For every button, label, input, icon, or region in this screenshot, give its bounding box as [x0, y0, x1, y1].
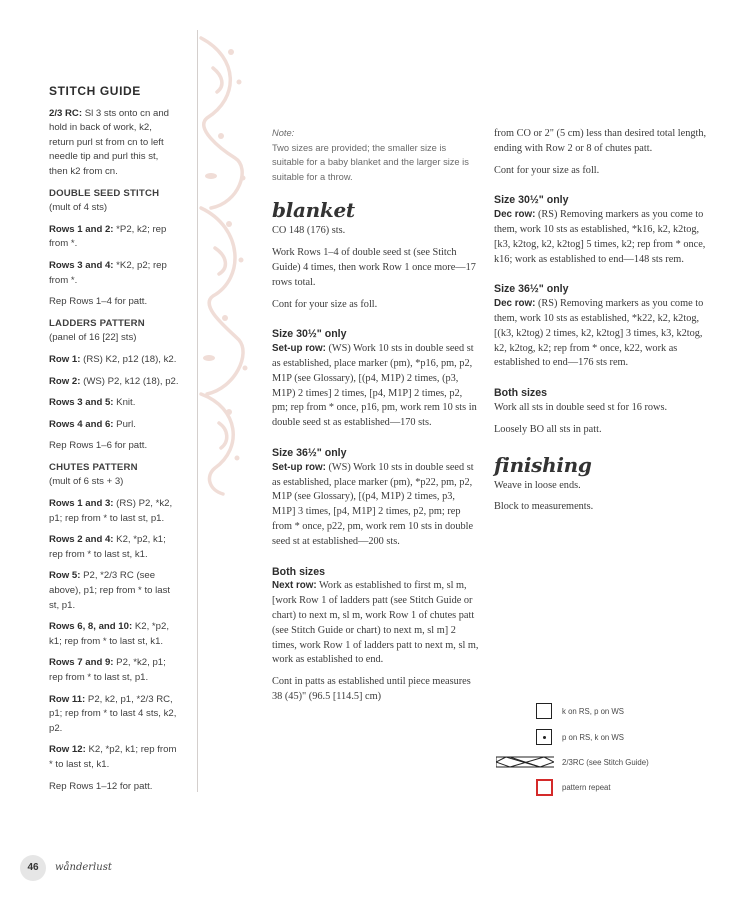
ladders-row-2: Row 2: (WS) P2, k12 (18), p2.	[49, 375, 179, 387]
floral-ornament	[199, 28, 253, 496]
rc-definition: 2/3 RC: Sl 3 sts onto cn and hold in back of work, k2, return purl st from cn to left needle tip and purl this st, then k2 from cn.	[49, 107, 169, 177]
size-30-heading-2: Size 30½" only	[494, 194, 569, 207]
bind-off-text: Loosely BO all sts in patt.	[494, 423, 602, 435]
seed-stitch-heading: DOUBLE SEED STITCH	[49, 187, 160, 199]
dec-row-30: Dec row: (RS) Removing markers as you come to them, work 10 sts as established, *k16, k2, k2tog, [k3, k2tog, k2, k2tog] 5 times, k2; rep from * once, k16; work as established to end—148 sts rem.	[494, 209, 706, 265]
chutes-heading: CHUTES PATTERN	[49, 461, 138, 473]
ladders-row-4-6: Rows 4 and 6: Purl.	[49, 418, 136, 430]
instructions-column-right	[494, 127, 708, 522]
seed-repeat: Rep Rows 1–4 for patt.	[49, 296, 148, 308]
knit-square-icon	[536, 703, 552, 719]
pattern-repeat-icon	[536, 779, 553, 796]
legend-knit: k on RS, p on WS	[496, 703, 696, 723]
chutes-mult: (mult of 6 sts + 3)	[49, 476, 124, 488]
cont-size-text-2: Cont for your size as foll.	[494, 164, 600, 176]
ladders-mult: (panel of 16 [22] sts)	[49, 332, 137, 344]
page-number: 46	[20, 855, 46, 881]
purl-dot-icon	[536, 729, 552, 745]
from-co-text: from CO or 2" (5 cm) less than desired total length, ending with Row 2 or 8 of chutes patt.	[494, 128, 707, 154]
stitch-guide-title: STITCH GUIDE	[49, 84, 141, 98]
brand-name: wånderlust	[55, 862, 112, 873]
ladders-row-3-5: Rows 3 and 5: Knit.	[49, 397, 136, 409]
chutes-row-12: Row 12: K2, *p2, k1; rep from * to last st, k1.	[49, 744, 177, 770]
weave-text: Weave in loose ends.	[494, 479, 581, 491]
seed-row-3-4: Rows 3 and 4: *K2, p2; rep from *.	[49, 259, 167, 286]
setup-row-36: Set-up row: (WS) Work 10 sts in double seed st as established, place marker (pm), *p22, pm, p2, M1P (see Glossary), [(p4, M1P) 2 times, p3, M1P] 3 times, [p4, M1P] 2 times, p2, pm; rep from * once, p22, pm, work rem 10 sts in double seed st at established—200 sts.	[272, 461, 474, 547]
finishing-heading: finishing	[494, 452, 592, 477]
cast-on-text: CO 148 (176) sts.	[272, 225, 346, 237]
legend-repeat: pattern repeat	[496, 779, 696, 799]
next-row-text: Next row: Work as established to first m, sl m, [work Row 1 of ladders patt (see Stitch Guide or chart) to next m, sl m, work Row 1 of chutes patt (see Stitch Guide or chart) to next m, sl m] 2 times, work Row 1 of ladders patt to next m, sl m, work as established to end.	[272, 580, 479, 666]
ladders-repeat: Rep Rows 1–6 for patt.	[49, 440, 148, 452]
instructions-column-left	[272, 126, 480, 712]
chutes-repeat: Rep Rows 1–12 for patt.	[49, 780, 153, 792]
chutes-row-2-4: Rows 2 and 4: K2, *p2, k1; rep from * to last st, k1.	[49, 534, 166, 560]
size-36-heading: Size 36½" only	[272, 446, 347, 459]
cable-cross-icon	[496, 756, 554, 768]
chutes-row-5: Row 5: P2, *2/3 RC (see above), p1; rep from * to last st, p1.	[49, 570, 171, 611]
cont-size-text: Cont for your size as foll.	[272, 298, 378, 310]
size-note: Note: Two sizes are provided; the smaller size is suitable for a baby blanket and the larger size is suitable for a throw.	[272, 128, 469, 182]
ladders-heading: LADDERS PATTERN	[49, 317, 145, 329]
chutes-row-7-9: Rows 7 and 9: P2, *k2, p1; rep from * to last st, p1.	[49, 657, 166, 683]
work-all-text: Work all sts in double seed st for 16 rows.	[494, 401, 668, 413]
legend-purl: p on RS, k on WS	[496, 729, 696, 749]
stitch-guide	[49, 84, 179, 801]
size-36-heading-2: Size 36½" only	[494, 283, 569, 296]
chutes-row-6-8-10: Rows 6, 8, and 10: K2, *p2, k1; rep from * to last st, k1.	[49, 621, 169, 647]
chutes-row-11: Row 11: P2, k2, p1, *2/3 RC, p1; rep from * to last 4 sts, k2, p2.	[49, 693, 177, 734]
legend-cable: 2/3RC (see Stitch Guide)	[496, 754, 696, 774]
chutes-row-1-3: Rows 1 and 3: (RS) P2, *k2, p1; rep from * to last st, p1.	[49, 498, 173, 524]
setup-row-30: Set-up row: (WS) Work 10 sts in double seed st as established, place marker (pm), *p16, pm, p2, M1P (see Glossary), [(p4, M1P) 2 times, (p3, M1P) 2 times] 2 times, [p4, M1P] 2 times, p2, pm; rep from * once, p16, pm, work rem 10 sts in double seed st as established—170 sts.	[272, 343, 477, 429]
column-divider	[197, 30, 198, 792]
block-text: Block to measurements.	[494, 501, 594, 513]
cont-patts-text: Cont in patts as established until piece measures 38 (45)" (96.5 [114.5] cm)	[272, 676, 471, 702]
ladders-row-1: Row 1: (RS) K2, p12 (18), k2.	[49, 353, 177, 365]
seed-stitch-mult: (mult of 4 sts)	[49, 202, 108, 214]
blanket-heading: blanket	[272, 198, 355, 223]
dec-row-36: Dec row: (RS) Removing markers as you come to them, work 10 sts as established, *k22, k2, k2tog, [(k3, k2tog) 2 times, k2, k2tog] 3 times, k3, k2tog, k2, k2tog, k2; rep from * once, k22, work as established to end—176 sts rem.	[494, 298, 704, 369]
seed-row-1-2: Rows 1 and 2: *P2, k2; rep from *.	[49, 223, 167, 250]
both-sizes-heading-2: Both sizes	[494, 387, 547, 400]
work-rows-text: Work Rows 1–4 of double seed st (see Stitch Guide) 4 times, then work Row 1 once more—17 rows total.	[272, 247, 476, 288]
both-sizes-heading: Both sizes	[272, 565, 325, 578]
size-30-heading: Size 30½" only	[272, 328, 347, 341]
